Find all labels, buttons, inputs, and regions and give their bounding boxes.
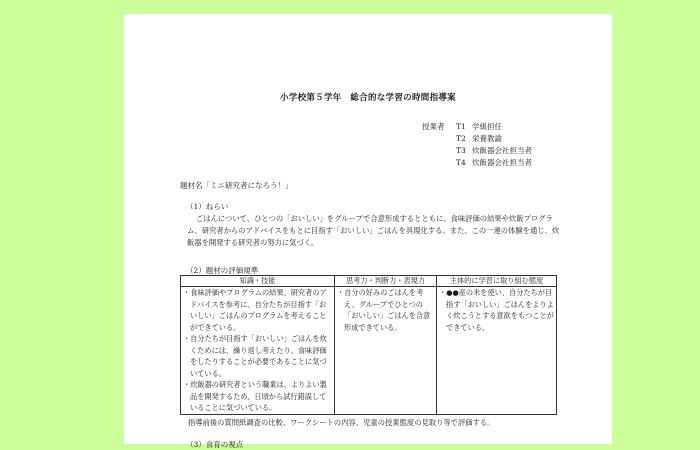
- teacher-role: 学級担任: [472, 122, 502, 131]
- list-item: ・自分たちが目指す「おいしい」ごはんを炊くためには、繰り返し考えたり、食味評価をしたりすることが必要であることに気づいている。: [183, 334, 327, 378]
- teacher-row: [422, 133, 532, 145]
- teacher-code: T4: [456, 158, 466, 167]
- teacher-code: T1: [456, 122, 466, 131]
- evaluation-note: 指導前後の質問紙調査の比較、ワークシートの内容、児童の授業態度の見取り等で評価する。: [188, 418, 495, 427]
- teacher-row: [422, 157, 532, 169]
- teacher-code: T2: [456, 134, 466, 143]
- teacher-row: [422, 145, 532, 157]
- header-knowledge: 知識・技能: [181, 276, 335, 287]
- teacher-role: 炊飯器会社担当者: [472, 158, 532, 167]
- list-item: ・炊飯器の研究者という職業は、よりよい製品を開発するため、日頃から試行錯誤していることに気づいている。: [183, 380, 327, 412]
- header-thinking: 思考力・判断力・表現力: [335, 276, 437, 287]
- teacher-label: [422, 157, 456, 169]
- document-page: [124, 14, 612, 449]
- list-item: ・食味評価やプログラムの結果、研究者のアドバイスを参考に、自分たちが目指す「おいしい」ごはんのプログラムを考えることができている。: [183, 288, 327, 332]
- evaluation-table: [180, 275, 557, 415]
- teacher-role: 炊飯器会社担当者: [472, 146, 532, 155]
- teacher-list: [422, 121, 532, 169]
- header-attitude: 主体的に学習に取り組む態度: [437, 276, 557, 287]
- aims-text: ごはんについて、ひとつの「おいしい」をグループで合意形成するとともに、食味評価の結果や炊飯プログラム、研究者からのアドバイスをもとに目指す「おいしい」ごはんを具現化する。また、この一連の体験を通じ、炊飯器を開発する研究者の努力に気づく。: [187, 214, 560, 247]
- list-item: ・自分の好みのごはんを考え、グループでひとつの「おいしい」ごはんを合意形成できている。: [337, 288, 431, 332]
- list-item: ・●●産の米を使い、自分たちが目指す「おいしい」ごはんをよりよく炊こうとする意欲をもつことができている。: [439, 288, 554, 332]
- criteria-heading: （2）題材の評価規準: [186, 266, 259, 275]
- teacher-row: [422, 121, 532, 133]
- subject-title: 題材名「ミニ研究者になろう！」: [180, 181, 293, 190]
- table-header-row: [181, 276, 557, 287]
- thinking-cell: [335, 287, 437, 415]
- teacher-label: [422, 145, 456, 157]
- teacher-code: T3: [456, 146, 466, 155]
- section3-heading: （3）食育の視点: [186, 440, 244, 449]
- teacher-label: 授業者: [422, 122, 445, 131]
- table-row: [181, 287, 557, 415]
- knowledge-cell: [181, 287, 335, 415]
- teacher-role: 栄養教諭: [472, 134, 502, 143]
- page-title: 小学校第５学年 総合的な学習の時間指導案: [279, 93, 456, 103]
- attitude-cell: [437, 287, 557, 415]
- aims-heading: （1）ねらい: [186, 202, 229, 211]
- teacher-label: [422, 133, 456, 145]
